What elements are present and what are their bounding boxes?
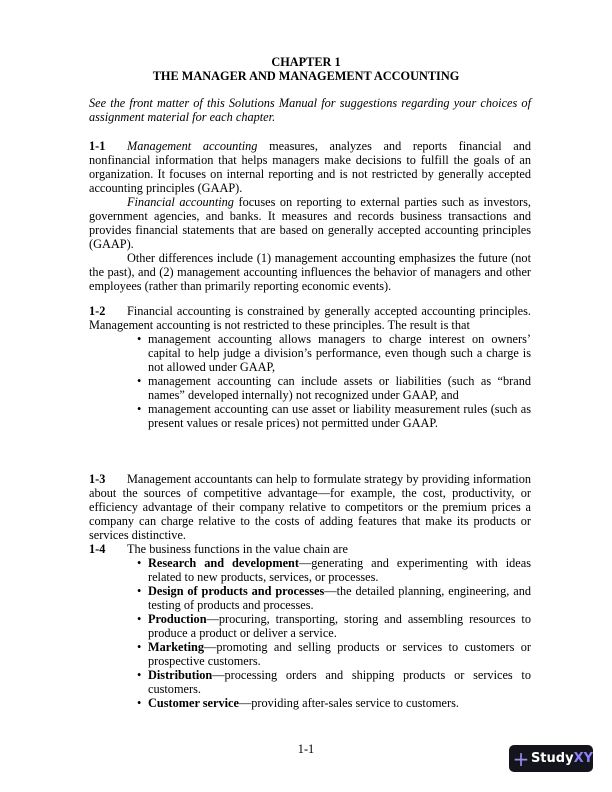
list-item <box>138 556 531 584</box>
question-1-1 <box>89 139 531 293</box>
answer-text: Management accountants can help to formulate strategy by providing information about the sources of competitive advantage—for example, the cost, productivity, or efficiency advantage of their company relative to competitors or the premium prices a company can charge relative to the costs of adding features that make its products or services distinctive. <box>89 472 531 542</box>
question-number: 1-4 <box>89 542 106 556</box>
intro-text: See the front matter of this Solutions Manual for suggestions regarding your choices of assignment material for each chapter. <box>89 96 531 124</box>
list-item <box>138 584 531 612</box>
item-text: —the detailed planning, engineering, and testing of products and processes. <box>148 584 531 612</box>
question-1-3 <box>89 472 531 542</box>
list-item <box>138 696 531 710</box>
logo-text: Study <box>530 750 574 766</box>
answer-text: Financial accounting is constrained by generally accepted accounting principles. Management accounting is not restricted to these principles. The result is that <box>89 304 531 332</box>
answer-text: The business functions in the value chain are <box>127 542 348 556</box>
term: Financial accounting <box>127 195 234 209</box>
list-item: • management accounting can include assets or liabilities (such as “brand names” developed internally) not recognized under GAAP, and <box>138 374 531 402</box>
term: Management accounting <box>127 139 258 153</box>
item-text: —promoting and selling products or services to customers or prospective customers. <box>148 640 531 668</box>
answer-text: measures, analyzes and reports financial and nonfinancial information that helps managers make decisions to fulfill the goals of an organization. It focuses on internal reporting and is not restricted by generally accepted accounting principles (GAAP). <box>89 139 531 195</box>
term: Distribution <box>148 668 213 682</box>
item-text: —providing after-sales service to customers. <box>238 696 459 710</box>
question-1-2 <box>89 304 531 430</box>
bullet-list <box>89 556 531 710</box>
question-number: 1-3 <box>89 472 106 486</box>
question-number: 1-1 <box>89 139 106 153</box>
item-text: —generating and experimenting with ideas related to new products, services, or processes. <box>148 556 531 584</box>
answer-text: focuses on reporting to external parties such as investors, government agencies, and banks. It measures and records business transactions and provides financial statements that are based on generally accepted accounting principles (GAAP). <box>89 195 531 251</box>
item-text: —procuring, transporting, storing and assembling resources to produce a product or deliver a service. <box>148 612 531 640</box>
studyxy-logo[interactable] <box>509 745 593 772</box>
term: Design of products and processes <box>148 584 325 598</box>
chapter-title: THE MANAGER AND MANAGEMENT ACCOUNTING <box>152 69 460 83</box>
list-item <box>138 668 531 696</box>
page-number: 1-1 <box>297 742 315 756</box>
plus-icon: + <box>512 746 530 771</box>
list-item: • management accounting allows managers to charge interest on owners’ capital to help judge a division’s performance, even though such a charge is not allowed under GAAP, <box>138 332 531 374</box>
item-text: —processing orders and shipping products or services to customers. <box>148 668 531 696</box>
term: Marketing <box>148 640 205 654</box>
question-1-4 <box>89 542 531 710</box>
list-item <box>138 640 531 668</box>
term: Customer service <box>148 696 239 710</box>
list-item <box>138 612 531 640</box>
list-item: • management accounting can use asset or liability measurement rules (such as present values or resale prices) not permitted under GAAP. <box>138 402 531 430</box>
bullet-list <box>89 332 531 430</box>
term: Production <box>148 612 207 626</box>
question-number: 1-2 <box>89 304 106 318</box>
answer-text: Other differences include (1) management accounting emphasizes the future (not the past), and (2) management accounting influences the behavior of managers and other employees (rather than primarily reporting economic events). <box>89 251 531 293</box>
chapter-number: CHAPTER 1 <box>271 55 341 69</box>
term: Research and development <box>148 556 299 570</box>
intro-note <box>89 96 531 124</box>
logo-text-accent: XY <box>573 750 593 766</box>
